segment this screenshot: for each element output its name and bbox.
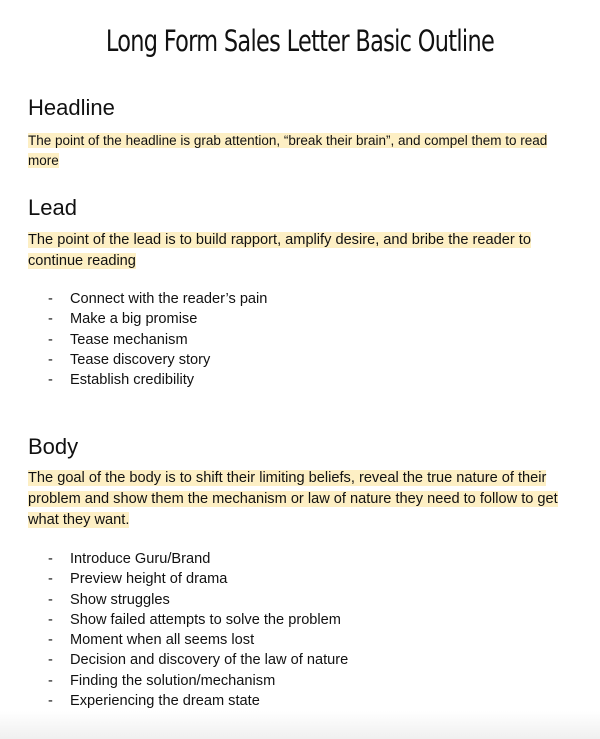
dash-bullet-icon: - xyxy=(48,291,53,307)
lead-description xyxy=(28,230,576,272)
list-item-text: Establish credibility xyxy=(70,372,195,389)
list-item xyxy=(44,309,267,329)
lead-bullet-list xyxy=(44,289,267,390)
dash-bullet-icon: - xyxy=(48,351,53,368)
list-item xyxy=(44,549,348,569)
list-item-text: Show failed attempts to solve the problem xyxy=(70,611,341,628)
dash-bullet-icon: - xyxy=(48,551,53,567)
dash-bullet-icon: - xyxy=(48,311,53,328)
body-heading: Body xyxy=(28,434,79,459)
body-description xyxy=(28,468,576,531)
list-item xyxy=(44,691,348,711)
dash-bullet-icon: - xyxy=(48,571,53,588)
document-title: Long Form Sales Letter Basic Outline xyxy=(105,24,495,58)
headline-description xyxy=(28,131,576,171)
list-item-text: Moment when all seems lost xyxy=(70,632,255,649)
list-item xyxy=(44,671,348,691)
dash-bullet-icon: - xyxy=(48,632,53,649)
list-item-text: Experiencing the dream state xyxy=(70,693,260,710)
headline-highlighted-text: The point of the headline is grab attention, “break their brain”, and compel them to read more xyxy=(28,133,548,168)
list-item xyxy=(44,590,348,610)
page-bottom-fade xyxy=(0,711,600,739)
list-item-text: Finding the solution/mechanism xyxy=(70,672,276,689)
dash-bullet-icon: - xyxy=(48,652,53,669)
dash-bullet-icon: - xyxy=(48,611,53,628)
list-item xyxy=(44,569,348,589)
dash-bullet-icon: - xyxy=(48,331,53,348)
list-item-text: Connect with the reader’s pain xyxy=(70,291,268,307)
list-item xyxy=(44,630,348,650)
list-item xyxy=(44,289,267,309)
list-item-text: Introduce Guru/Brand xyxy=(70,551,211,567)
list-item xyxy=(44,330,267,350)
list-item xyxy=(44,370,267,390)
list-item-text: Tease discovery story xyxy=(70,351,211,368)
dash-bullet-icon: - xyxy=(48,372,53,389)
dash-bullet-icon: - xyxy=(48,693,53,710)
list-item-text: Preview height of drama xyxy=(70,571,228,588)
body-highlighted-text: The goal of the body is to shift their limiting beliefs, reveal the true nature of their problem and show them the mechanism or law of nature they need to follow to get what they want. xyxy=(28,470,558,528)
list-item xyxy=(44,350,267,370)
dash-bullet-icon: - xyxy=(48,672,53,689)
list-item-text: Make a big promise xyxy=(70,311,198,328)
lead-highlighted-text: The point of the lead is to build rapport, amplify desire, and bribe the reader to continue reading xyxy=(28,232,531,269)
list-item-text: Decision and discovery of the law of nature xyxy=(70,652,349,669)
dash-bullet-icon: - xyxy=(48,591,53,608)
list-item-text: Show struggles xyxy=(70,591,170,608)
lead-heading: Lead xyxy=(28,195,77,220)
list-item-text: Tease mechanism xyxy=(70,331,188,348)
list-item xyxy=(44,610,348,630)
list-item xyxy=(44,650,348,670)
headline-heading: Headline xyxy=(28,95,115,120)
body-bullet-list xyxy=(44,549,348,711)
